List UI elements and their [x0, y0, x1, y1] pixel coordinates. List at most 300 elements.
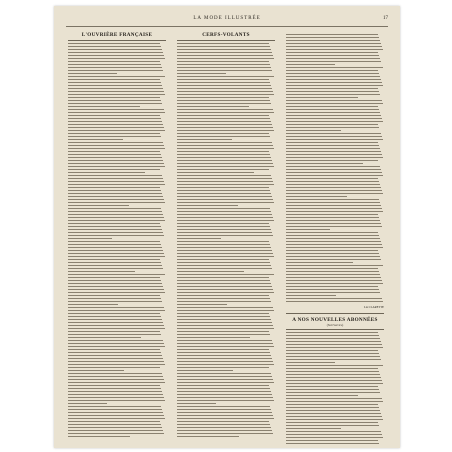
text-line	[177, 316, 270, 317]
text-line	[177, 94, 274, 95]
text-line	[177, 421, 269, 422]
text-line	[68, 235, 164, 236]
text-line	[286, 301, 383, 302]
text-line	[286, 419, 383, 420]
newspaper-page	[54, 6, 400, 448]
text-line	[286, 256, 380, 257]
text-line	[286, 232, 378, 233]
text-line	[286, 274, 380, 275]
text-line	[68, 298, 161, 299]
text-line	[68, 184, 165, 185]
text-line	[68, 388, 161, 389]
text-line	[286, 368, 378, 369]
text-line	[177, 436, 239, 437]
text-line	[286, 160, 378, 161]
text-line	[286, 422, 378, 423]
text-line	[286, 139, 383, 140]
text-line	[177, 364, 274, 365]
text-line	[68, 217, 164, 218]
text-line	[286, 289, 379, 290]
text-line	[177, 43, 269, 44]
text-line	[177, 49, 271, 50]
article-body-continued	[286, 34, 384, 302]
text-line	[68, 103, 162, 104]
text-line	[177, 301, 271, 302]
section-divider	[286, 313, 384, 314]
text-line	[286, 52, 378, 53]
text-line	[177, 124, 272, 125]
text-line	[177, 409, 271, 410]
text-line	[68, 64, 161, 65]
text-line	[177, 406, 270, 407]
text-line	[286, 292, 380, 293]
text-line	[286, 115, 381, 116]
text-line	[177, 322, 272, 323]
text-line	[177, 382, 274, 383]
text-line	[177, 331, 269, 332]
text-line	[68, 232, 163, 233]
text-line	[286, 43, 381, 44]
text-line	[68, 349, 160, 350]
text-line	[177, 112, 274, 113]
text-line	[177, 265, 271, 266]
text-line	[286, 265, 383, 266]
text-line	[286, 187, 381, 188]
article-body-abonnees	[286, 332, 384, 444]
text-line	[286, 214, 378, 215]
text-line	[68, 373, 162, 374]
text-line	[68, 214, 163, 215]
text-line	[286, 109, 379, 110]
text-line	[286, 37, 379, 38]
text-line	[286, 133, 381, 134]
text-line	[68, 154, 161, 155]
text-line	[286, 413, 381, 414]
text-line	[286, 271, 379, 272]
text-line	[68, 289, 164, 290]
text-line	[177, 229, 271, 230]
text-line	[177, 412, 272, 413]
text-line	[286, 184, 380, 185]
text-line	[68, 109, 164, 110]
text-line	[177, 271, 244, 272]
text-line	[286, 235, 379, 236]
text-line	[286, 163, 363, 164]
text-line	[286, 286, 378, 287]
text-line	[68, 343, 164, 344]
text-line	[177, 358, 272, 359]
text-line	[286, 70, 378, 71]
text-line	[286, 136, 382, 137]
text-line	[177, 277, 269, 278]
text-line	[286, 172, 382, 173]
text-line	[68, 52, 163, 53]
text-line	[68, 226, 161, 227]
text-line	[68, 367, 160, 368]
text-line	[286, 425, 379, 426]
text-line	[286, 247, 383, 248]
text-line	[68, 115, 160, 116]
text-line	[177, 268, 272, 269]
text-line	[177, 73, 226, 74]
text-line	[68, 337, 141, 338]
text-line	[177, 202, 274, 203]
text-line	[286, 211, 383, 212]
text-line	[177, 58, 274, 59]
text-line	[68, 346, 165, 347]
publication-title: LA MODE ILLUSTRÉE	[193, 16, 261, 21]
text-line	[68, 220, 165, 221]
text-line	[286, 208, 382, 209]
text-line	[286, 259, 381, 260]
text-line	[177, 136, 270, 137]
text-line	[68, 352, 161, 353]
text-line	[177, 79, 269, 80]
text-line	[286, 175, 383, 176]
text-line	[177, 394, 272, 395]
text-line	[68, 133, 160, 134]
text-line	[68, 94, 165, 95]
text-line	[68, 85, 162, 86]
text-line	[286, 268, 378, 269]
text-line	[286, 410, 380, 411]
text-line	[68, 175, 162, 176]
text-line	[177, 55, 273, 56]
text-line	[68, 415, 164, 416]
text-line	[68, 376, 163, 377]
text-line	[177, 232, 272, 233]
text-line	[177, 172, 254, 173]
text-line	[286, 280, 382, 281]
text-line	[177, 151, 269, 152]
text-line	[286, 226, 382, 227]
text-line	[68, 418, 165, 419]
text-line	[68, 172, 145, 173]
text-line	[177, 292, 274, 293]
text-line	[177, 388, 270, 389]
text-line	[286, 431, 381, 432]
text-line	[286, 395, 358, 396]
text-line	[177, 259, 269, 260]
text-line	[68, 127, 164, 128]
text-line	[177, 148, 274, 149]
column-left	[68, 32, 166, 437]
text-line	[177, 109, 273, 110]
text-line	[286, 277, 381, 278]
text-line	[286, 64, 335, 65]
text-line	[177, 52, 272, 53]
text-line	[68, 364, 165, 365]
text-line	[68, 340, 163, 341]
text-line	[286, 283, 383, 284]
text-line	[286, 244, 382, 245]
text-line	[68, 238, 112, 239]
text-line	[177, 250, 272, 251]
text-line	[286, 106, 378, 107]
text-line	[68, 391, 162, 392]
text-line	[68, 178, 163, 179]
text-line	[177, 298, 270, 299]
text-line	[68, 70, 163, 71]
text-line	[68, 334, 161, 335]
text-line	[177, 118, 270, 119]
text-line	[177, 76, 274, 77]
text-line	[286, 383, 383, 384]
text-line	[177, 67, 271, 68]
text-line	[286, 295, 336, 296]
column-right	[286, 32, 384, 444]
text-line	[286, 359, 381, 360]
text-line	[286, 202, 380, 203]
text-line	[68, 403, 107, 404]
text-line	[177, 187, 269, 188]
text-line	[177, 100, 270, 101]
article-subtitle-abonnees: (Suit Service)	[326, 323, 344, 327]
text-line	[68, 325, 164, 326]
text-line	[177, 88, 272, 89]
text-line	[177, 349, 269, 350]
text-line	[286, 362, 335, 363]
text-line	[177, 205, 238, 206]
text-line	[68, 73, 117, 74]
text-line	[286, 407, 379, 408]
text-line	[286, 112, 380, 113]
text-line	[177, 373, 271, 374]
text-line	[177, 337, 250, 338]
text-line	[177, 199, 273, 200]
text-line	[177, 160, 272, 161]
text-line	[68, 223, 160, 224]
text-line	[177, 214, 272, 215]
text-line	[177, 115, 269, 116]
text-line	[177, 415, 273, 416]
title-rule	[286, 329, 384, 330]
text-line	[177, 157, 271, 158]
text-line	[68, 250, 163, 251]
text-line	[177, 223, 269, 224]
text-line	[68, 424, 161, 425]
text-line	[68, 394, 163, 395]
text-line	[286, 190, 382, 191]
text-line	[286, 380, 382, 381]
text-line	[286, 217, 379, 218]
text-line	[177, 208, 270, 209]
text-line	[177, 91, 273, 92]
text-line	[286, 151, 381, 152]
text-line	[68, 160, 163, 161]
text-line	[68, 292, 165, 293]
title-rule	[68, 40, 166, 41]
text-line	[177, 376, 272, 377]
text-line	[177, 145, 273, 146]
text-line	[68, 313, 160, 314]
text-line	[68, 163, 164, 164]
text-line	[68, 286, 163, 287]
text-line	[177, 295, 269, 296]
text-line	[177, 61, 269, 62]
text-line	[68, 166, 165, 167]
text-line	[68, 265, 162, 266]
text-line	[68, 379, 164, 380]
text-line	[68, 148, 165, 149]
text-line	[177, 193, 271, 194]
text-line	[286, 178, 378, 179]
article-title-abonnees: A NOS NOUVELLES ABONNÉES	[292, 317, 378, 323]
text-line	[68, 121, 162, 122]
text-line	[68, 406, 161, 407]
text-line	[68, 412, 163, 413]
text-line	[286, 145, 379, 146]
text-line	[286, 386, 378, 387]
text-line	[68, 409, 162, 410]
text-line	[286, 332, 378, 333]
text-line	[177, 70, 272, 71]
text-line	[286, 262, 353, 263]
text-line	[286, 250, 378, 251]
text-line	[68, 295, 160, 296]
text-line	[68, 82, 161, 83]
page-number: 17	[383, 16, 388, 21]
text-line	[286, 377, 381, 378]
author-signature: Lia CLARETTE	[363, 305, 384, 309]
text-line	[177, 307, 273, 308]
text-line	[68, 259, 160, 260]
text-line	[177, 244, 270, 245]
text-line	[286, 61, 381, 62]
text-line	[68, 151, 160, 152]
text-line	[177, 274, 274, 275]
text-line	[286, 196, 347, 197]
text-line	[177, 418, 274, 419]
text-line	[177, 343, 273, 344]
text-line	[286, 398, 382, 399]
text-line	[177, 163, 273, 164]
text-line	[68, 331, 160, 332]
text-line	[286, 118, 382, 119]
text-line	[286, 205, 381, 206]
text-line	[286, 253, 379, 254]
text-line	[286, 344, 382, 345]
text-line	[68, 208, 161, 209]
text-line	[177, 106, 249, 107]
text-line	[286, 82, 382, 83]
text-line	[177, 313, 269, 314]
text-line	[177, 319, 271, 320]
text-line	[68, 157, 162, 158]
text-line	[68, 136, 161, 137]
text-line	[286, 298, 382, 299]
text-line	[286, 79, 381, 80]
text-line	[68, 247, 162, 248]
text-line	[177, 97, 269, 98]
text-line	[286, 241, 381, 242]
text-line	[177, 169, 269, 170]
text-line	[286, 148, 380, 149]
text-line	[177, 121, 271, 122]
text-line	[68, 43, 160, 44]
text-line	[68, 256, 165, 257]
text-line	[286, 94, 380, 95]
text-line	[68, 145, 164, 146]
text-line	[177, 385, 269, 386]
text-line	[177, 325, 273, 326]
text-line	[68, 421, 160, 422]
text-line	[286, 434, 382, 435]
text-line	[286, 404, 378, 405]
text-line	[177, 130, 274, 131]
article-body-cerfs-volants	[177, 43, 275, 437]
text-line	[68, 262, 161, 263]
text-line	[68, 79, 160, 80]
text-line	[286, 34, 378, 35]
text-line	[68, 277, 160, 278]
text-line	[68, 46, 161, 47]
text-line	[286, 121, 383, 122]
text-line	[177, 310, 274, 311]
text-line	[286, 389, 379, 390]
text-line	[68, 88, 163, 89]
text-line	[177, 82, 270, 83]
text-line	[286, 341, 381, 342]
text-line	[177, 241, 269, 242]
text-line	[177, 352, 270, 353]
text-line	[68, 268, 163, 269]
text-line	[286, 374, 380, 375]
text-line	[68, 67, 162, 68]
text-line	[177, 142, 272, 143]
text-line	[177, 424, 270, 425]
text-line	[177, 367, 269, 368]
text-line	[177, 340, 272, 341]
text-line	[286, 199, 379, 200]
text-line	[286, 428, 341, 429]
text-line	[286, 350, 378, 351]
text-line	[177, 304, 227, 305]
text-line	[68, 193, 162, 194]
text-line	[68, 433, 164, 434]
text-line	[68, 118, 161, 119]
text-line	[286, 124, 378, 125]
text-line	[286, 365, 383, 366]
column-middle	[177, 32, 275, 437]
text-line	[68, 91, 164, 92]
text-line	[286, 55, 379, 56]
text-line	[177, 184, 274, 185]
text-line	[177, 46, 270, 47]
text-line	[68, 397, 164, 398]
text-line	[286, 338, 380, 339]
text-line	[68, 427, 162, 428]
text-line	[177, 334, 270, 335]
text-line	[68, 370, 124, 371]
text-line	[177, 397, 273, 398]
text-line	[68, 385, 160, 386]
text-line	[68, 58, 165, 59]
text-line	[286, 154, 382, 155]
text-line	[177, 370, 233, 371]
text-line	[177, 217, 273, 218]
text-line	[286, 437, 383, 438]
text-line	[286, 223, 381, 224]
text-line	[177, 286, 272, 287]
text-line	[177, 400, 274, 401]
text-line	[68, 436, 130, 437]
text-line	[177, 178, 272, 179]
text-line	[177, 235, 273, 236]
text-line	[68, 382, 165, 383]
text-line	[68, 112, 165, 113]
text-line	[68, 361, 164, 362]
